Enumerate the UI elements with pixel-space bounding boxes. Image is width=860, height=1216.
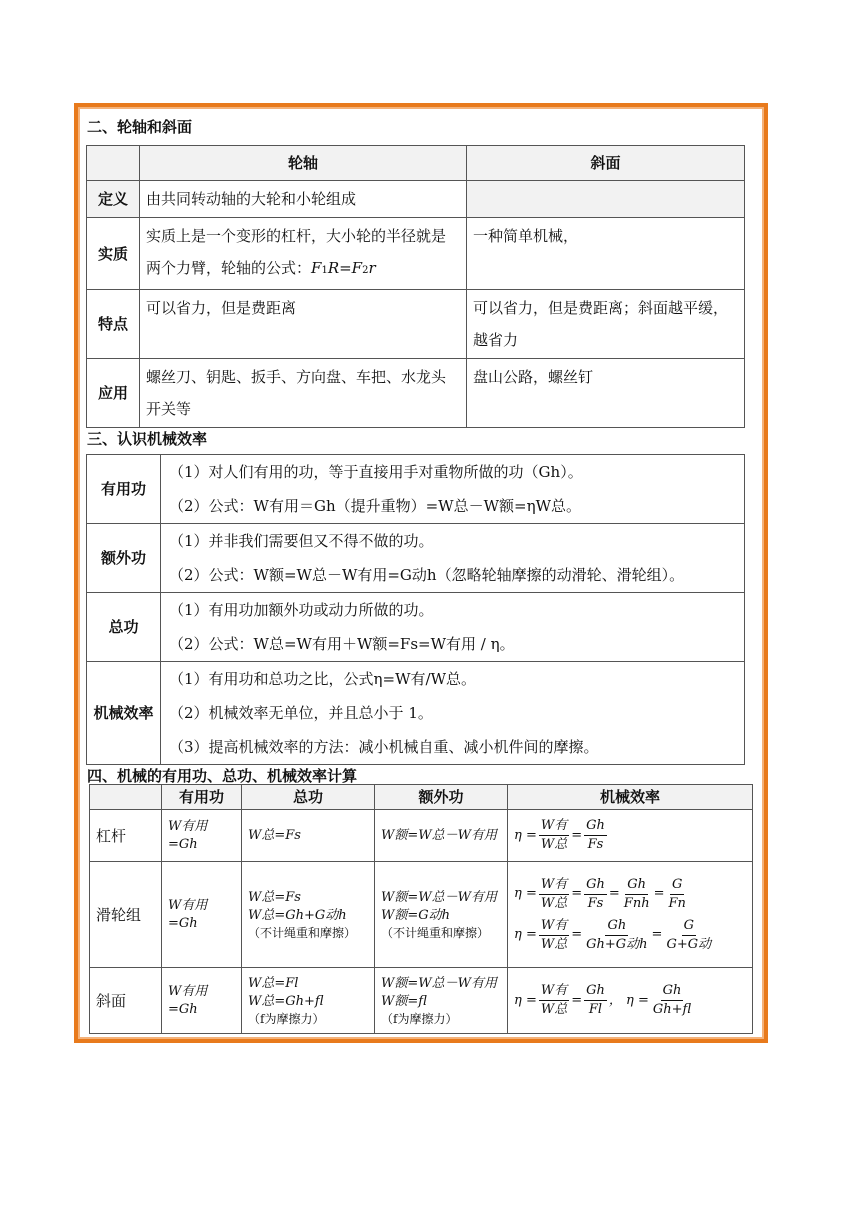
row-label-application: 应用 <box>87 359 140 428</box>
efficiency-desc: （1）有用功和总功之比，公式η=W有/W总。 （2）机械效率无单位，并且总小于 1。 （3）提高机械效率的方法：减小机械自重、减小机件间的摩擦。 <box>161 662 745 765</box>
row-label-lever: 杠杆 <box>90 810 162 862</box>
pulley-extra: W额=W总－W有用 W额=G动h （不计绳重和摩擦） <box>375 862 508 968</box>
row-label-feature: 特点 <box>87 290 140 359</box>
label-useful-work: 有用功 <box>87 455 161 524</box>
row-label-incline: 斜面 <box>90 968 162 1034</box>
pulley-useful: W有用=Gh <box>162 862 242 968</box>
incline-useful: W有用=Gh <box>162 968 242 1034</box>
lever-useful: W有用=Gh <box>162 810 242 862</box>
row-label-definition: 定义 <box>87 181 140 218</box>
label-total-work: 总功 <box>87 593 161 662</box>
definition-incline <box>467 181 745 218</box>
lever-total: W总=Fs <box>242 810 375 862</box>
section-2-title: 二、轮轴和斜面 <box>87 118 193 136</box>
lever-extra: W额=W总－W有用 <box>375 810 508 862</box>
efficiency-concepts-table <box>86 454 745 765</box>
calculation-table <box>89 784 753 1034</box>
pulley-efficiency: η = $\frac{\text{W有}}{\text{W总}}$ = $\frac{Gh}{Fs}$ = $\frac{Gh}{\text{Fnh}}$ = $\frac{G}{Fn}$ η = $\frac{\text{W有}}{\text{W总}}$ = $\frac{Gh}{\text{Gh+G动h}}$ = $\frac{G}{\text{G+G动}}$ <box>508 862 753 968</box>
feature-wheel-axle: 可以省力，但是费距离 <box>140 290 467 359</box>
label-efficiency: 机械效率 <box>87 662 161 765</box>
pulley-total: W总=Fs W总=Gh+G动h （不计绳重和摩擦） <box>242 862 375 968</box>
header-wheel-axle: 轮轴 <box>140 146 467 181</box>
section-3-title: 三、认识机械效率 <box>87 430 208 448</box>
header-total: 总功 <box>242 785 375 810</box>
header-efficiency: 机械效率 <box>508 785 753 810</box>
feature-incline: 可以省力，但是费距离；斜面越平缓，越省力 <box>467 290 745 359</box>
extra-work-desc: （1）并非我们需要但又不得不做的功。 （2）公式：W额=W总－W有用=G动h（忽略轮轴摩擦的动滑轮、滑轮组）。 <box>161 524 745 593</box>
application-wheel-axle: 螺丝刀、钥匙、扳手、方向盘、车把、水龙头开关等 <box>140 359 467 428</box>
incline-extra: W额=W总－W有用 W额=fl （f为摩擦力） <box>375 968 508 1034</box>
essence-wheel-axle: 实质上是一个变形的杠杆，大小轮的半径就是两个力臂，轮轴的公式：F1R=F2r <box>140 218 467 290</box>
application-incline: 盘山公路，螺丝钉 <box>467 359 745 428</box>
row-label-pulley: 滑轮组 <box>90 862 162 968</box>
essence-incline: 一种简单机械， <box>467 218 745 290</box>
label-extra-work: 额外功 <box>87 524 161 593</box>
total-work-desc: （1）有用功加额外功或动力所做的功。 （2）公式：W总=W有用＋W额=Fs=W有用 / η。 <box>161 593 745 662</box>
definition-wheel-axle: 由共同转动轴的大轮和小轮组成 <box>140 181 467 218</box>
header-incline: 斜面 <box>467 146 745 181</box>
incline-efficiency: η = $\frac{\text{W有}}{\text{W总}}$ = $\frac{Gh}{Fl}$ ， η = $\frac{Gh}{Gh+fl}$ <box>508 968 753 1034</box>
header-extra: 额外功 <box>375 785 508 810</box>
header-useful: 有用功 <box>162 785 242 810</box>
section-4-title: 四、机械的有用功、总功、机械效率计算 <box>87 767 358 785</box>
wheel-axle-incline-table <box>86 145 745 428</box>
incline-total: W总=Fl W总=Gh+fl （f为摩擦力） <box>242 968 375 1034</box>
useful-work-desc: （1）对人们有用的功，等于直接用手对重物所做的功（Gh）。 （2）公式：W有用＝Gh（提升重物）=W总－W额=ηW总。 <box>161 455 745 524</box>
row-label-essence: 实质 <box>87 218 140 290</box>
lever-efficiency: η = $\frac{\text{W有}}{\text{W总}}$ = $\frac{Gh}{Fs}$ <box>508 810 753 862</box>
